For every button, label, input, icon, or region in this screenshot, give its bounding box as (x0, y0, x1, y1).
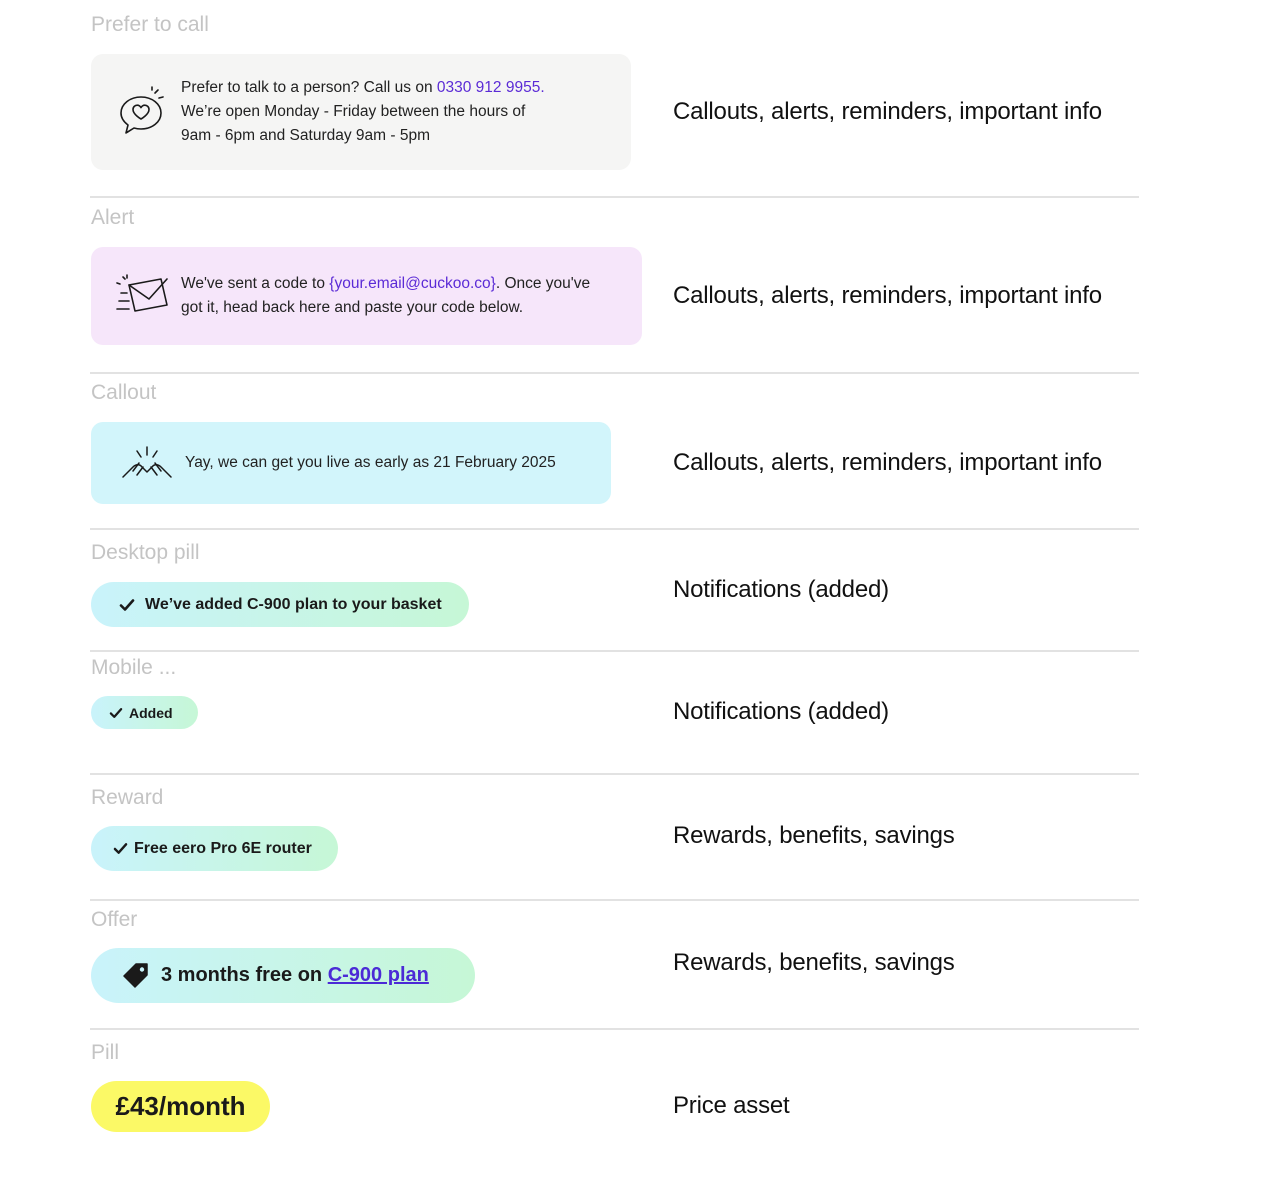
divider (90, 528, 1139, 530)
section-label-reward: Reward (91, 786, 164, 809)
description-desktop-pill: Notifications (added) (673, 576, 889, 603)
alert-text-prefix: We've sent a code to (181, 275, 330, 292)
divider (90, 650, 1139, 652)
desktop-pill-text: We’ve added C-900 plan to your basket (145, 595, 442, 613)
alert-line2: got it, head back here and paste your code below. (181, 299, 524, 316)
checkmark-icon (119, 598, 135, 612)
checkmark-icon (113, 842, 128, 855)
description-prefer-to-call: Callouts, alerts, reminders, important info (673, 98, 1102, 125)
reward-pill-text: Free eero Pro 6E router (134, 839, 312, 857)
mobile-added-pill (91, 696, 198, 729)
phone-number-link[interactable]: 0330 912 9955. (436, 79, 545, 96)
speech-bubble-heart-icon (113, 84, 169, 140)
alert-text-suffix: . Once you've (495, 275, 591, 292)
section-label-alert: Alert (91, 206, 135, 229)
description-offer: Rewards, benefits, savings (673, 949, 955, 976)
callout-card (91, 422, 611, 504)
divider (90, 196, 1139, 198)
offer-pill (91, 948, 475, 1003)
alert-card (91, 247, 642, 345)
divider (90, 372, 1139, 374)
description-alert: Callouts, alerts, reminders, important info (673, 282, 1102, 309)
section-label-mobile: Mobile ... (91, 656, 177, 679)
checkmark-icon (109, 707, 123, 719)
section-label-prefer-to-call: Prefer to call (91, 13, 209, 36)
section-label-callout: Callout (91, 381, 157, 404)
section-label-pill: Pill (91, 1041, 120, 1064)
divider (90, 899, 1139, 901)
envelope-icon (113, 271, 169, 321)
section-label-offer: Offer (91, 908, 138, 931)
description-mobile: Notifications (added) (673, 698, 889, 725)
alert-email: {your.email@cuckoo.co} (329, 275, 496, 292)
mobile-pill-text: Added (129, 704, 173, 721)
price-pill-text: £43/month (115, 1091, 246, 1121)
prefer-to-call-line1: Prefer to talk to a person? Call us on (181, 79, 437, 96)
divider (90, 773, 1139, 775)
desktop-added-pill (91, 582, 469, 627)
prefer-to-call-line3: 9am - 6pm and Saturday 9am - 5pm (181, 127, 430, 144)
description-reward: Rewards, benefits, savings (673, 822, 955, 849)
offer-plan-link[interactable]: C-900 plan (327, 964, 429, 986)
description-pill: Price asset (673, 1092, 790, 1119)
section-label-desktop-pill: Desktop pill (91, 541, 200, 564)
callout-text: Yay, we can get you live as early as 21 February 2025 (185, 454, 556, 471)
price-pill (91, 1081, 270, 1132)
celebration-hands-icon (119, 441, 175, 485)
price-tag-icon (121, 961, 151, 991)
reward-pill (91, 826, 338, 871)
description-callout: Callouts, alerts, reminders, important info (673, 449, 1102, 476)
prefer-to-call-card (91, 54, 631, 170)
offer-pill-text: 3 months free on (161, 964, 323, 986)
prefer-to-call-line2: We’re open Monday - Friday between the hours of (181, 103, 526, 120)
divider (90, 1028, 1139, 1030)
